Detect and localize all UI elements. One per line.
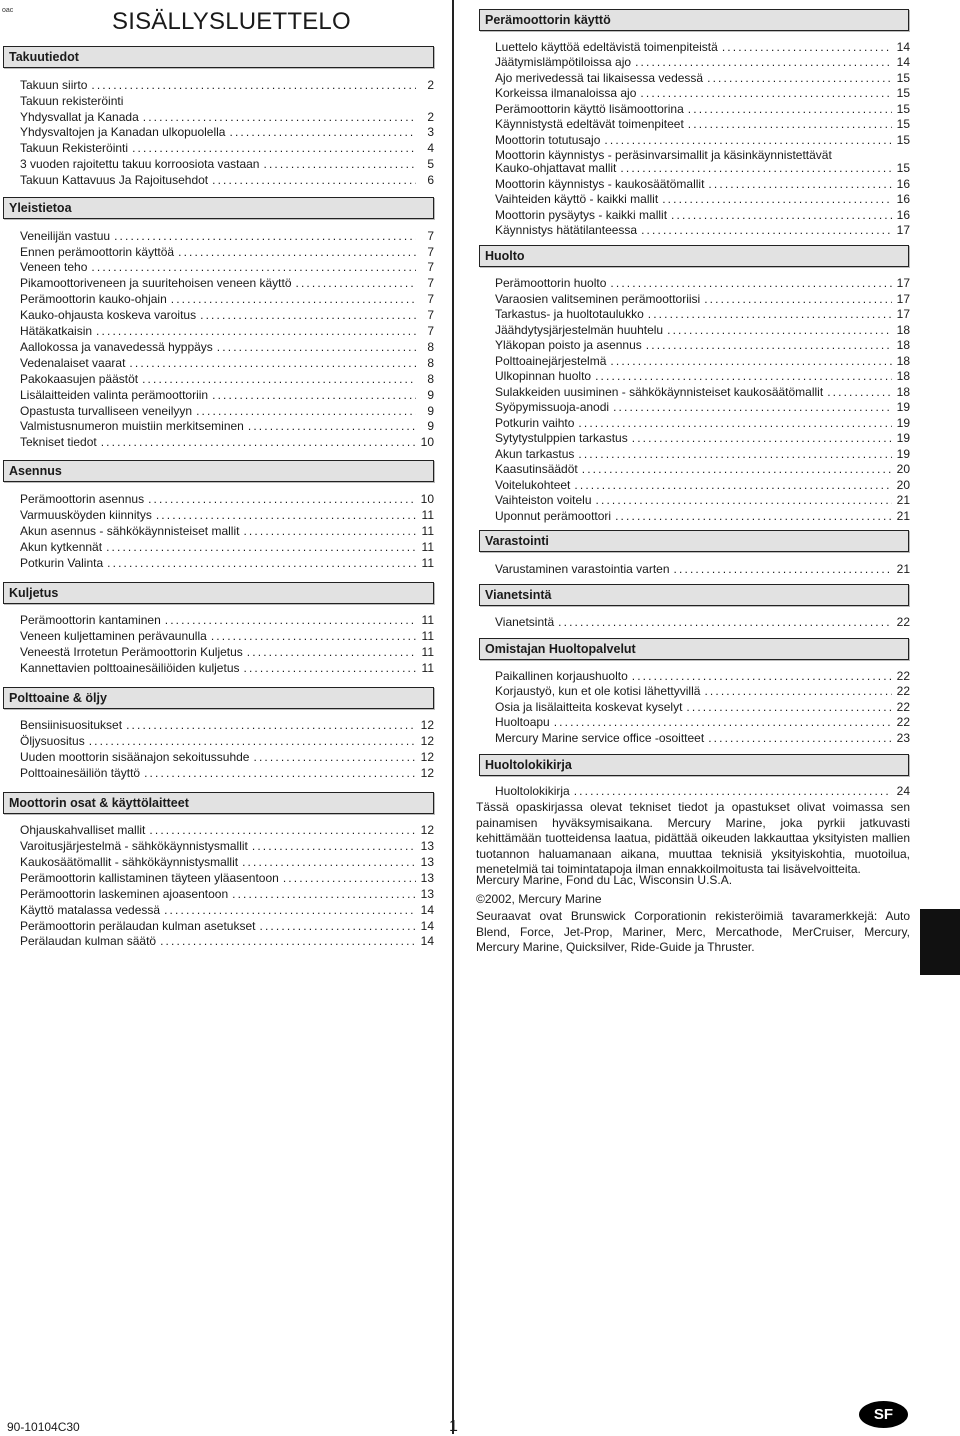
section-heading: Yleistietoa (3, 197, 434, 219)
toc-entry[interactable]: Takuun Rekisteröinti . . . 4 (20, 141, 434, 157)
toc-entry[interactable]: Yhdysvallat ja Kanada . . . 2 (20, 110, 434, 126)
column-divider (452, 0, 454, 1434)
toc-entry[interactable]: Sytytystulppien tarkastus . . . 19 (495, 431, 910, 447)
section-heading: Huolto (479, 245, 909, 267)
toc-entry[interactable]: Ohjauskahvalliset mallit . . . 12 (20, 823, 434, 839)
toc-entry[interactable]: Jäähdytysjärjestelmän huuhtelu . . . 18 (495, 323, 910, 339)
toc-entry[interactable]: Kannettavien polttoainesäiliöiden kuljetus . . . 11 (20, 661, 434, 677)
toc-entry[interactable]: Pikamoottoriveneen ja suuritehoisen veneen käyttö . . . 7 (20, 276, 434, 292)
toc-entry[interactable]: Aallokossa ja vanavedessä hyppäys . . . 8 (20, 340, 434, 356)
toc-entry[interactable]: Moottorin käynnistys - peräsinvarsimallit ja käsinkäynnistettävät (495, 148, 832, 162)
toc-entry[interactable]: Kaasutinsäädöt . . . 20 (495, 462, 910, 478)
toc-entry[interactable]: Takuun rekisteröinti (20, 94, 124, 108)
document-code: 90-10104C30 (7, 1420, 80, 1434)
copyright-line: ©2002, Mercury Marine (476, 892, 602, 906)
toc-entry[interactable]: Vaihteiden käyttö - kaikki mallit . . . 16 (495, 192, 910, 208)
toc-entry[interactable]: Akun kytkennät . . . 11 (20, 540, 434, 556)
section-heading: Huoltolokikirja (479, 754, 909, 776)
toc-entry[interactable]: Huoltoapu . . . 22 (495, 715, 910, 731)
toc-entry[interactable]: Takuun Kattavuus Ja Rajoitusehdot . . . 6 (20, 173, 434, 189)
toc-entry[interactable]: Pakokaasujen päästöt . . . 8 (20, 372, 434, 388)
toc-entry[interactable]: Opastusta turvalliseen veneilyyn . . . 9 (20, 404, 434, 420)
toc-entry[interactable]: Kaukosäätömallit - sähkökäynnistysmallit . . . 13 (20, 855, 434, 871)
toc-entry[interactable]: Perämoottorin kantaminen . . . 11 (20, 613, 434, 629)
toc-entry[interactable]: Luettelo käyttöä edeltävistä toimenpiteistä . . . 14 (495, 40, 910, 56)
section-heading: Vianetsintä (479, 584, 909, 606)
section-heading: Perämoottorin käyttö (479, 9, 909, 31)
toc-entry[interactable]: Akun asennus - sähkökäynnisteiset mallit . . . 11 (20, 524, 434, 540)
toc-entry[interactable]: Veneestä Irrotetun Perämoottorin Kuljetus . . . 11 (20, 645, 434, 661)
toc-entry[interactable]: Perämoottorin huolto . . . 17 (495, 276, 910, 292)
toc-entry[interactable]: Perälaudan kulman säätö . . . 14 (20, 934, 434, 950)
toc-entry[interactable]: Hätäkatkaisin . . . 7 (20, 324, 434, 340)
page-title: SISÄLLYSLUETTELO (112, 8, 351, 35)
toc-entry[interactable]: Korjaustyö, kun et ole kotisi lähettyvillä . . . 22 (495, 684, 910, 700)
toc-entry[interactable]: Perämoottorin perälaudan kulman asetukset . . . 14 (20, 919, 434, 935)
toc-entry[interactable]: Käynnistys hätätilanteessa . . . 17 (495, 223, 910, 239)
toc-entry[interactable]: Valmistusnumeron muistiin merkitseminen . . . 9 (20, 419, 434, 435)
toc-entry[interactable]: Bensiinisuositukset . . . 12 (20, 718, 434, 734)
toc-entry[interactable]: Huoltolokikirja . . . 24 (495, 784, 910, 800)
corner-mark: oac (2, 7, 14, 14)
toc-entry[interactable]: Osia ja lisälaitteita koskevat kyselyt . . . 22 (495, 700, 910, 716)
toc-entry[interactable]: Perämoottorin kallistaminen täyteen yläasentoon . . . 13 (20, 871, 434, 887)
toc-entry[interactable]: Paikallinen korjaushuolto . . . 22 (495, 669, 910, 685)
toc-entry[interactable]: Perämoottorin asennus . . . 10 (20, 492, 434, 508)
section-heading: Takuutiedot (3, 46, 434, 68)
language-badge: SF (859, 1401, 908, 1428)
toc-entry[interactable]: Veneen teho . . . 7 (20, 260, 434, 276)
toc-entry[interactable]: Polttoainesäiliön täyttö . . . 12 (20, 766, 434, 782)
section-heading: Kuljetus (3, 582, 434, 604)
page-number: 1 (449, 1418, 458, 1435)
toc-entry[interactable]: Veneen kuljettaminen perävaunulla . . . 11 (20, 629, 434, 645)
section-heading: Omistajan Huoltopalvelut (479, 638, 909, 660)
toc-entry[interactable]: Ajo merivedessä tai likaisessa vedessä . . . 15 (495, 71, 910, 87)
toc-entry[interactable]: Jäätymislämpötiloissa ajo . . . 14 (495, 55, 910, 71)
toc-entry[interactable]: Uponnut perämoottori . . . 21 (495, 509, 910, 525)
toc-entry[interactable]: Yläkopan poisto ja asennus . . . 18 (495, 338, 910, 354)
toc-entry[interactable]: Potkurin vaihto . . . 19 (495, 416, 910, 432)
section-heading: Moottorin osat & käyttölaitteet (3, 792, 434, 814)
toc-entry[interactable]: Varustaminen varastointia varten . . . 21 (495, 562, 910, 578)
toc-entry[interactable]: 3 vuoden rajoitettu takuu korroosiota vastaan . . . 5 (20, 157, 434, 173)
toc-entry[interactable]: Yhdysvaltojen ja Kanadan ulkopuolella . . . 3 (20, 125, 434, 141)
toc-entry[interactable]: Perämoottorin laskeminen ajoasentoon . . . 13 (20, 887, 434, 903)
toc-entry[interactable]: Perämoottorin kauko-ohjain . . . 7 (20, 292, 434, 308)
toc-entry[interactable]: Sulakkeiden uusiminen - sähkökäynnisteiset kaukosäätömallit . . . 18 (495, 385, 910, 401)
toc-entry[interactable]: Moottorin käynnistys - kaukosäätömallit . . . 16 (495, 177, 910, 193)
toc-entry[interactable]: Potkurin Valinta . . . 11 (20, 556, 434, 572)
toc-entry[interactable]: Mercury Marine service office -osoitteet . . . 23 (495, 731, 910, 747)
section-tab-marker (920, 909, 960, 975)
toc-entry[interactable]: Kauko-ohjausta koskeva varoitus . . . 7 (20, 308, 434, 324)
toc-entry[interactable]: Varaosien valitseminen perämoottoriisi . . . 17 (495, 292, 910, 308)
address-line: Mercury Marine, Fond du Lac, Wisconsin U.S.A. (476, 873, 733, 887)
toc-entry[interactable]: Uuden moottorin sisäänajon sekoitussuhde . . . 12 (20, 750, 434, 766)
toc-entry[interactable]: Vedenalaiset vaarat . . . 8 (20, 356, 434, 372)
toc-entry[interactable]: Käynnistystä edeltävät toimenpiteet . . . 15 (495, 117, 910, 133)
section-heading: Asennus (3, 460, 434, 482)
toc-entry[interactable]: Varoitusjärjestelmä - sähkökäynnistysmallit . . . 13 (20, 839, 434, 855)
toc-entry[interactable]: Vaihteiston voitelu . . . 21 (495, 493, 910, 509)
toc-entry[interactable]: Syöpymissuoja-anodi . . . 19 (495, 400, 910, 416)
section-heading: Varastointi (479, 530, 909, 552)
toc-entry[interactable]: Ulkopinnan huolto . . . 18 (495, 369, 910, 385)
toc-entry[interactable]: Korkeissa ilmanaloissa ajo . . . 15 (495, 86, 910, 102)
toc-entry[interactable]: Lisälaitteiden valinta perämoottoriin . . . 9 (20, 388, 434, 404)
toc-entry[interactable]: Moottorin totutusajo . . . 15 (495, 133, 910, 149)
toc-entry[interactable]: Takuun siirto . . . 2 (20, 78, 434, 94)
toc-entry[interactable]: Ennen perämoottorin käyttöä . . . 7 (20, 245, 434, 261)
toc-entry[interactable]: Vianetsintä . . . 22 (495, 615, 910, 631)
toc-entry[interactable]: Perämoottorin käyttö lisämoottorina . . . 15 (495, 102, 910, 118)
toc-entry[interactable]: Varmuusköyden kiinnitys . . . 11 (20, 508, 434, 524)
toc-entry[interactable]: Öljysuositus . . . 12 (20, 734, 434, 750)
toc-entry[interactable]: Käyttö matalassa vedessä . . . 14 (20, 903, 434, 919)
toc-entry[interactable]: Voitelukohteet . . . 20 (495, 478, 910, 494)
toc-entry[interactable]: Akun tarkastus . . . 19 (495, 447, 910, 463)
trademark-paragraph: Seuraavat ovat Brunswick Corporationin rekisteröimiä tavaramerkkejä: Auto Blend, Force, Jet-Prop, Mariner, Merc, Mercathode, MerCruiser, Mercury, Mercury Marine, Quicksilver, Ride-Guide ja Thruster. (476, 909, 910, 954)
section-heading: Polttoaine & öljy (3, 687, 434, 709)
toc-entry[interactable]: Moottorin pysäytys - kaikki mallit . . . 16 (495, 208, 910, 224)
toc-entry[interactable]: Kauko-ohjattavat mallit . . . 15 (495, 161, 910, 177)
toc-entry[interactable]: Tarkastus- ja huoltotaulukko . . . 17 (495, 307, 910, 323)
toc-entry[interactable]: Tekniset tiedot . . . 10 (20, 435, 434, 451)
toc-entry[interactable]: Polttoainejärjestelmä . . . 18 (495, 354, 910, 370)
toc-entry[interactable]: Veneilijän vastuu . . . 7 (20, 229, 434, 245)
intro-paragraph: Tässä opaskirjassa olevat tekniset tiedot ja opastukset olivat voimassa sen painamisen hyväksymisaikana. Mercury Marine, joka pyrkii jatkuvasti kehittämään tuotteidensa laatua, pidättää oikeuden lakkauttaa yksityisten mallien tuotannon haluamanaan aikana, muuttaa teknisiä yksityiskohtia, muotoilua, menetelmiä tai toimintatapoja ilman ennakkoilmoitusta tai lisävelvoitteita. (476, 800, 910, 876)
